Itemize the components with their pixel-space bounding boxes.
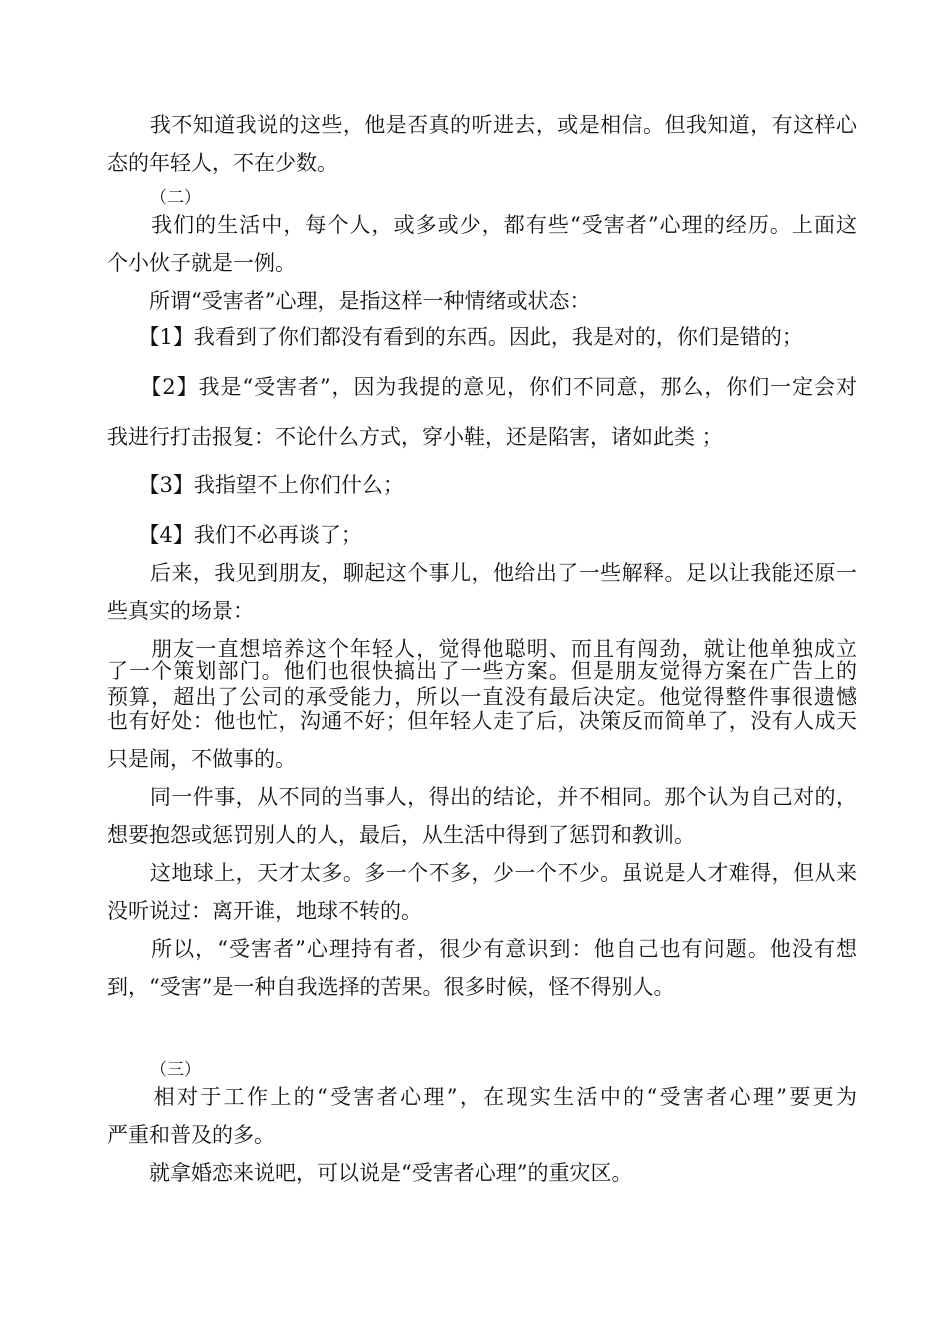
paragraph-9-line-2: 严重和普及的多。 xyxy=(107,1123,275,1147)
list-item-1: 【1】我看到了你们都没有看到的东西。因此，我是对的，你们是错的； xyxy=(107,325,803,349)
paragraph-5-line-5: 只是闹，不做事的。 xyxy=(107,747,296,771)
list-item-2-line-1: 【2】我是“受害者”，因为我提的意见，你们不同意，那么，你们一定会对 xyxy=(107,375,857,399)
paragraph-1-line-2: 态的年轻人，不在少数。 xyxy=(107,151,338,175)
paragraph-2-line-1: 我们的生活中，每个人，或多或少，都有些“受害者”心理的经历。上面这 xyxy=(107,213,857,237)
paragraph-10: 就拿婚恋来说吧，可以说是“受害者心理”的重灾区。 xyxy=(107,1161,633,1185)
paragraph-4-line-1: 后来，我见到朋友，聊起这个事儿，他给出了一些解释。足以让我能还原一 xyxy=(107,561,857,585)
list-item-3: 【3】我指望不上你们什么； xyxy=(107,473,404,497)
paragraph-7-line-1: 这地球上，天才太多。多一个不多，少一个不少。虽说是人才难得，但从来 xyxy=(107,861,857,885)
paragraph-5-line-3: 预算，超出了公司的承受能力，所以一直没有最后决定。他觉得整件事很遗憾 xyxy=(107,685,857,709)
paragraph-6-line-2: 想要抱怨或惩罚别人的人，最后，从生活中得到了惩罚和教训。 xyxy=(107,823,695,847)
list-item-2-line-2: 我进行打击报复：不论什么方式，穿小鞋，还是陷害，诸如此类 ； xyxy=(107,425,723,449)
paragraph-9-line-1: 相对于工作上的“受害者心理”，在现实生活中的“受害者心理”要更为 xyxy=(107,1085,857,1109)
paragraph-6-line-1: 同一件事，从不同的当事人，得出的结论，并不相同。那个认为自己对的， xyxy=(107,785,857,809)
paragraph-4-line-2: 些真实的场景： xyxy=(107,599,254,623)
section-heading-2: （二） xyxy=(150,188,201,208)
paragraph-5-line-1: 朋友一直想培养这个年轻人，觉得他聪明、而且有闯劲，就让他单独成立 xyxy=(107,637,857,661)
paragraph-8-line-2: 到，“受害”是一种自我选择的苦果。很多时候，怪不得别人。 xyxy=(107,975,675,999)
list-item-4: 【4】我们不必再谈了； xyxy=(107,523,362,547)
paragraph-5-line-4: 也有好处：他也忙，沟通不好；但年轻人走了后，决策反而简单了，没有人成天 xyxy=(107,709,857,733)
paragraph-5-line-2: 了一个策划部门。他们也很快搞出了一些方案。但是朋友觉得方案在广告上的 xyxy=(107,659,857,683)
paragraph-8-line-1: 所以，“受害者”心理持有者，很少有意识到：他自己也有问题。他没有想 xyxy=(107,937,857,961)
paragraph-3: 所谓“受害者”心理，是指这样一种情绪或状态： xyxy=(107,289,591,313)
section-heading-3: （三） xyxy=(150,1060,201,1080)
paragraph-1-line-1: 我不知道我说的这些，他是否真的听进去，或是相信。但我知道，有这样心 xyxy=(107,113,857,137)
paragraph-2-line-2: 个小伙子就是一例。 xyxy=(107,251,296,275)
paragraph-7-line-2: 没听说过：离开谁，地球不转的。 xyxy=(107,899,422,923)
